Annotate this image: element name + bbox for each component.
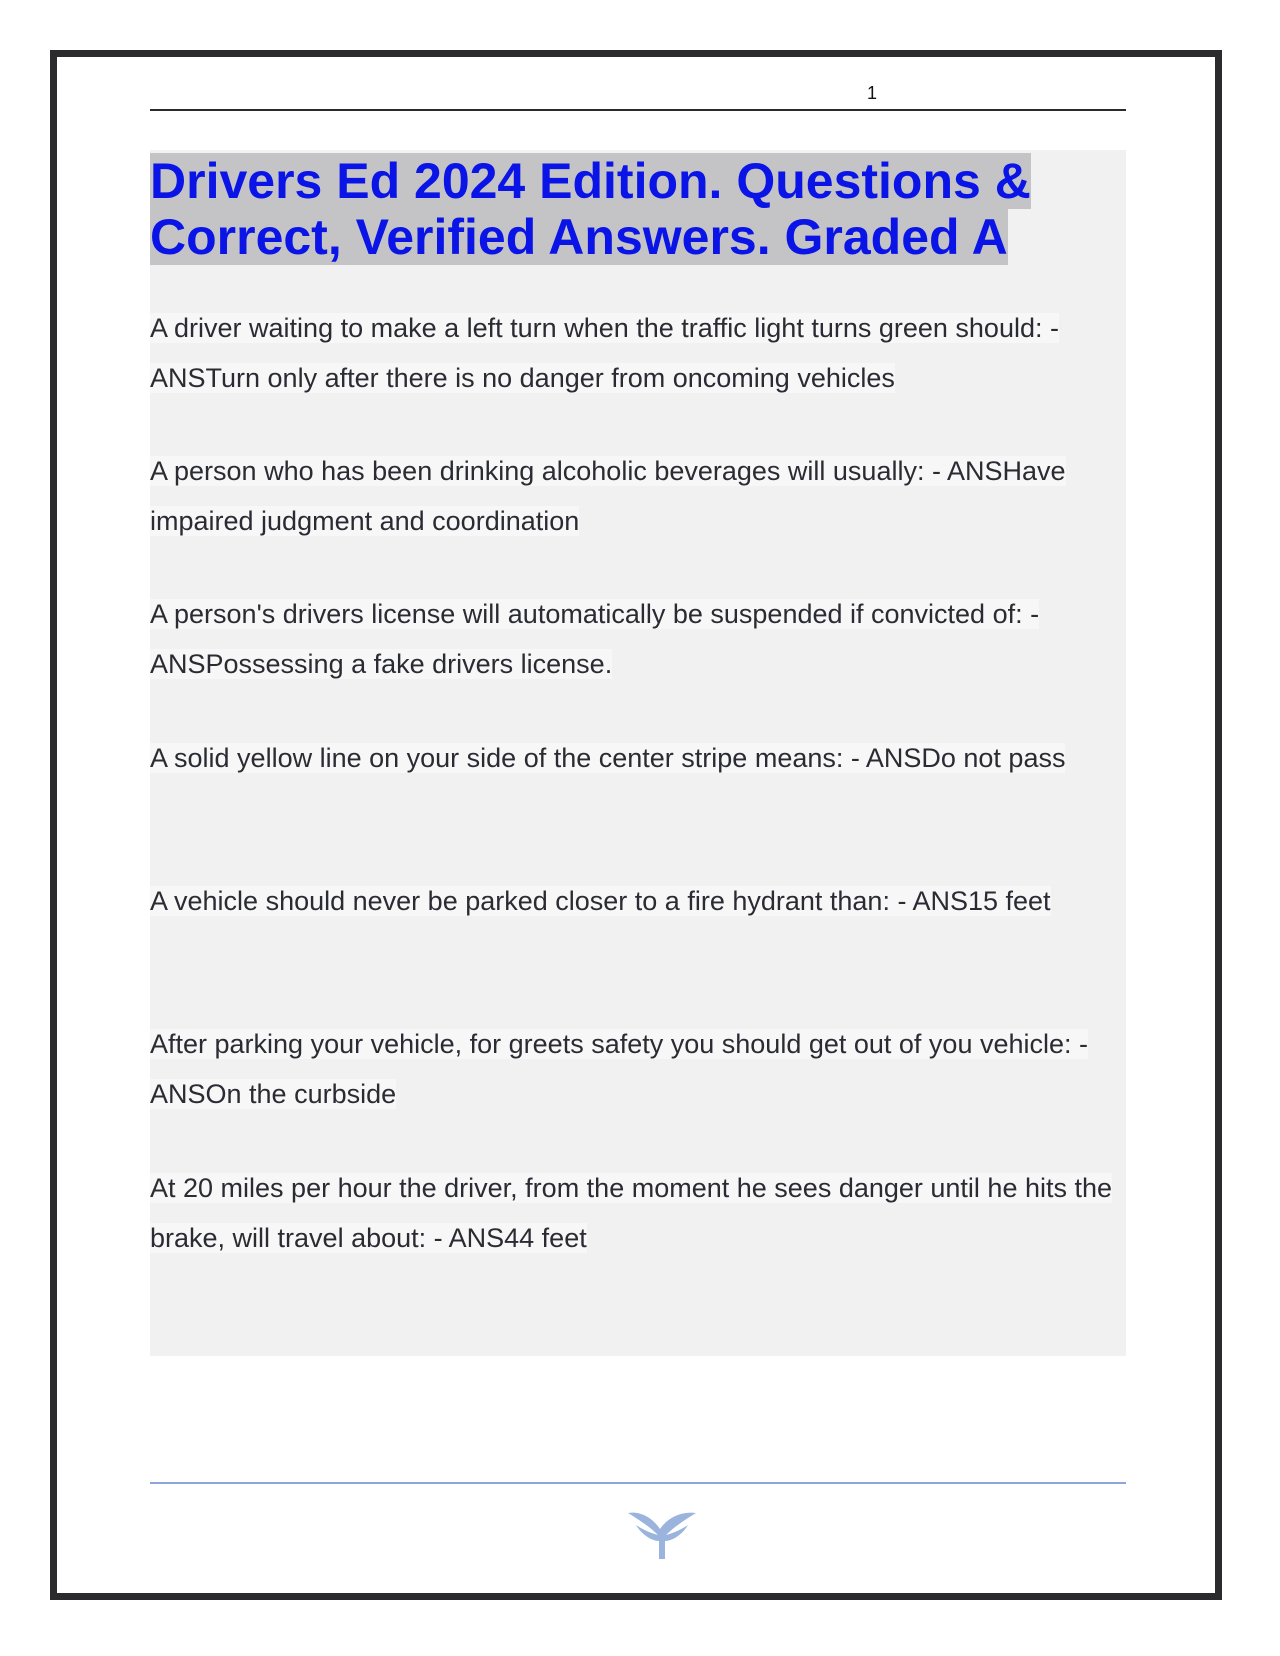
qa-item bbox=[150, 733, 1126, 783]
qa-item-text: A vehicle should never be parked closer to a fire hydrant than: - ANS15 feet bbox=[150, 886, 1051, 916]
header-divider bbox=[150, 109, 1126, 111]
qa-item bbox=[150, 1019, 1126, 1119]
qa-item bbox=[150, 589, 1126, 689]
qa-item bbox=[150, 446, 1126, 546]
qa-item-text: A solid yellow line on your side of the center stripe means: - ANSDo not pass bbox=[150, 743, 1066, 773]
document-title-text: Drivers Ed 2024 Edition. Questions & Correct, Verified Answers. Graded A bbox=[150, 153, 1031, 265]
qa-item-text: At 20 miles per hour the driver, from the moment he sees danger until he hits the brake, will travel about: - ANS44 feet bbox=[150, 1173, 1113, 1253]
qa-item-text: A person who has been drinking alcoholic beverages will usually: - ANSHave impaired judgment and coordination bbox=[150, 456, 1066, 536]
qa-item-text: A person's drivers license will automatically be suspended if convicted of: - ANSPossessing a fake drivers license. bbox=[150, 599, 1040, 679]
page-number: 1 bbox=[866, 83, 877, 103]
document-page bbox=[50, 50, 1222, 1600]
qa-item bbox=[150, 303, 1126, 403]
document-title bbox=[150, 153, 1126, 265]
qa-item-text: After parking your vehicle, for greets safety you should get out of you vehicle: - ANSOn the curbside bbox=[150, 1029, 1088, 1109]
qa-item-text: A driver waiting to make a left turn when the traffic light turns green should: - ANSTurn only after there is no danger from oncoming vehicles bbox=[150, 313, 1059, 393]
qa-item bbox=[150, 1163, 1126, 1263]
bird-logo-icon bbox=[622, 1507, 702, 1562]
footer-divider bbox=[150, 1482, 1126, 1484]
qa-item bbox=[150, 876, 1126, 926]
